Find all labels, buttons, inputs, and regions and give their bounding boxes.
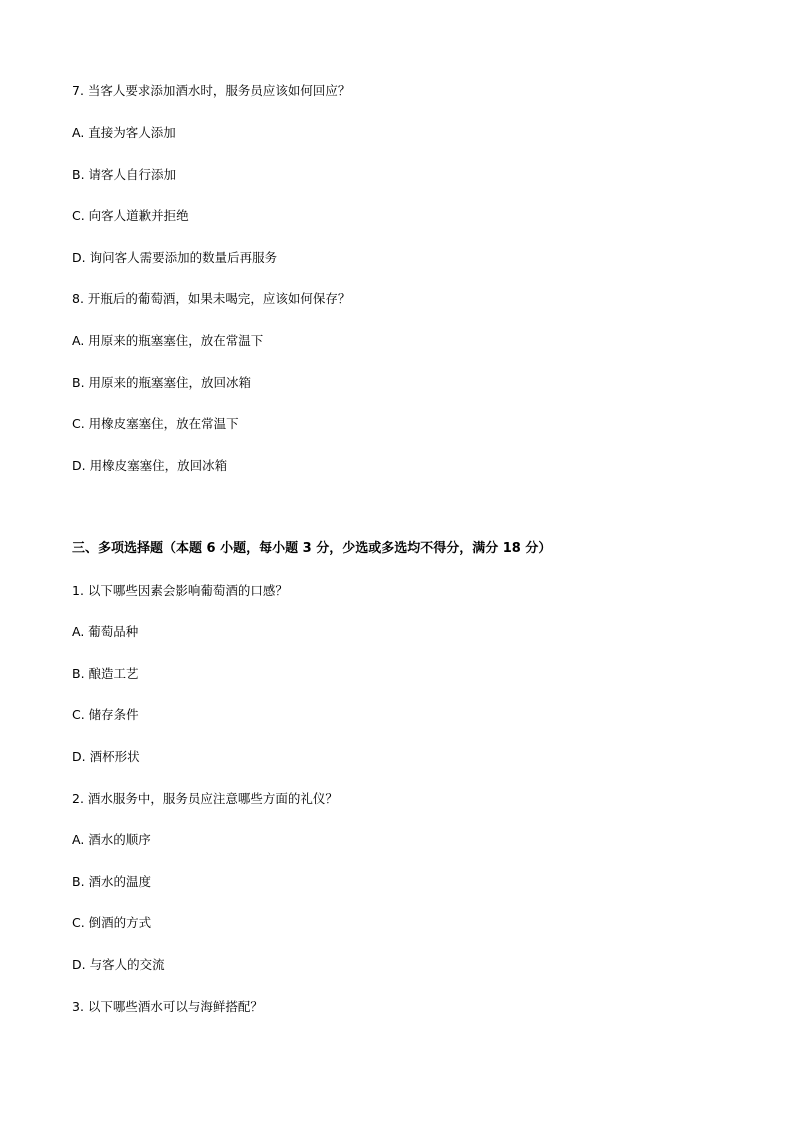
multi-question-1-option-d: D. 酒杯形状 [72,749,140,764]
multi-question-2-option-d: D. 与客人的交流 [72,957,165,972]
question-7-option-a: A. 直接为客人添加 [72,125,176,140]
question-7-option-b: B. 请客人自行添加 [72,167,177,182]
question-8-option-c: C. 用橡皮塞塞住，放在常温下 [72,416,239,431]
multi-question-2-option-c: C. 倒酒的方式 [72,915,152,930]
question-7-option-d: D. 询问客人需要添加的数量后再服务 [72,250,278,265]
question-8-option-d: D. 用橡皮塞塞住，放回冰箱 [72,458,228,473]
multi-question-1: 1. 以下哪些因素会影响葡萄酒的口感？ [72,583,288,598]
multi-question-1-option-a: A. 葡萄品种 [72,624,139,639]
question-8-option-a: A. 用原来的瓶塞塞住，放在常温下 [72,333,264,348]
question-8: 8. 开瓶后的葡萄酒，如果未喝完，应该如何保存？ [72,291,351,306]
multi-question-1-option-c: C. 储存条件 [72,707,139,722]
multi-question-2-option-a: A. 酒水的顺序 [72,832,151,847]
multi-question-3: 3. 以下哪些酒水可以与海鲜搭配？ [72,999,263,1014]
multi-question-1-option-b: B. 酿造工艺 [72,666,139,681]
question-7-option-c: C. 向客人道歉并拒绝 [72,208,189,223]
question-7: 7. 当客人要求添加酒水时，服务员应该如何回应？ [72,83,351,98]
section-heading-multiple-choice: 三、多项选择题（本题 6 小题，每小题 3 分，少选或多选均不得分，满分 18 分） [72,541,552,556]
multi-question-2: 2. 酒水服务中，服务员应注意哪些方面的礼仪？ [72,791,338,806]
question-8-option-b: B. 用原来的瓶塞塞住，放回冰箱 [72,375,252,390]
multi-question-2-option-b: B. 酒水的温度 [72,874,152,889]
